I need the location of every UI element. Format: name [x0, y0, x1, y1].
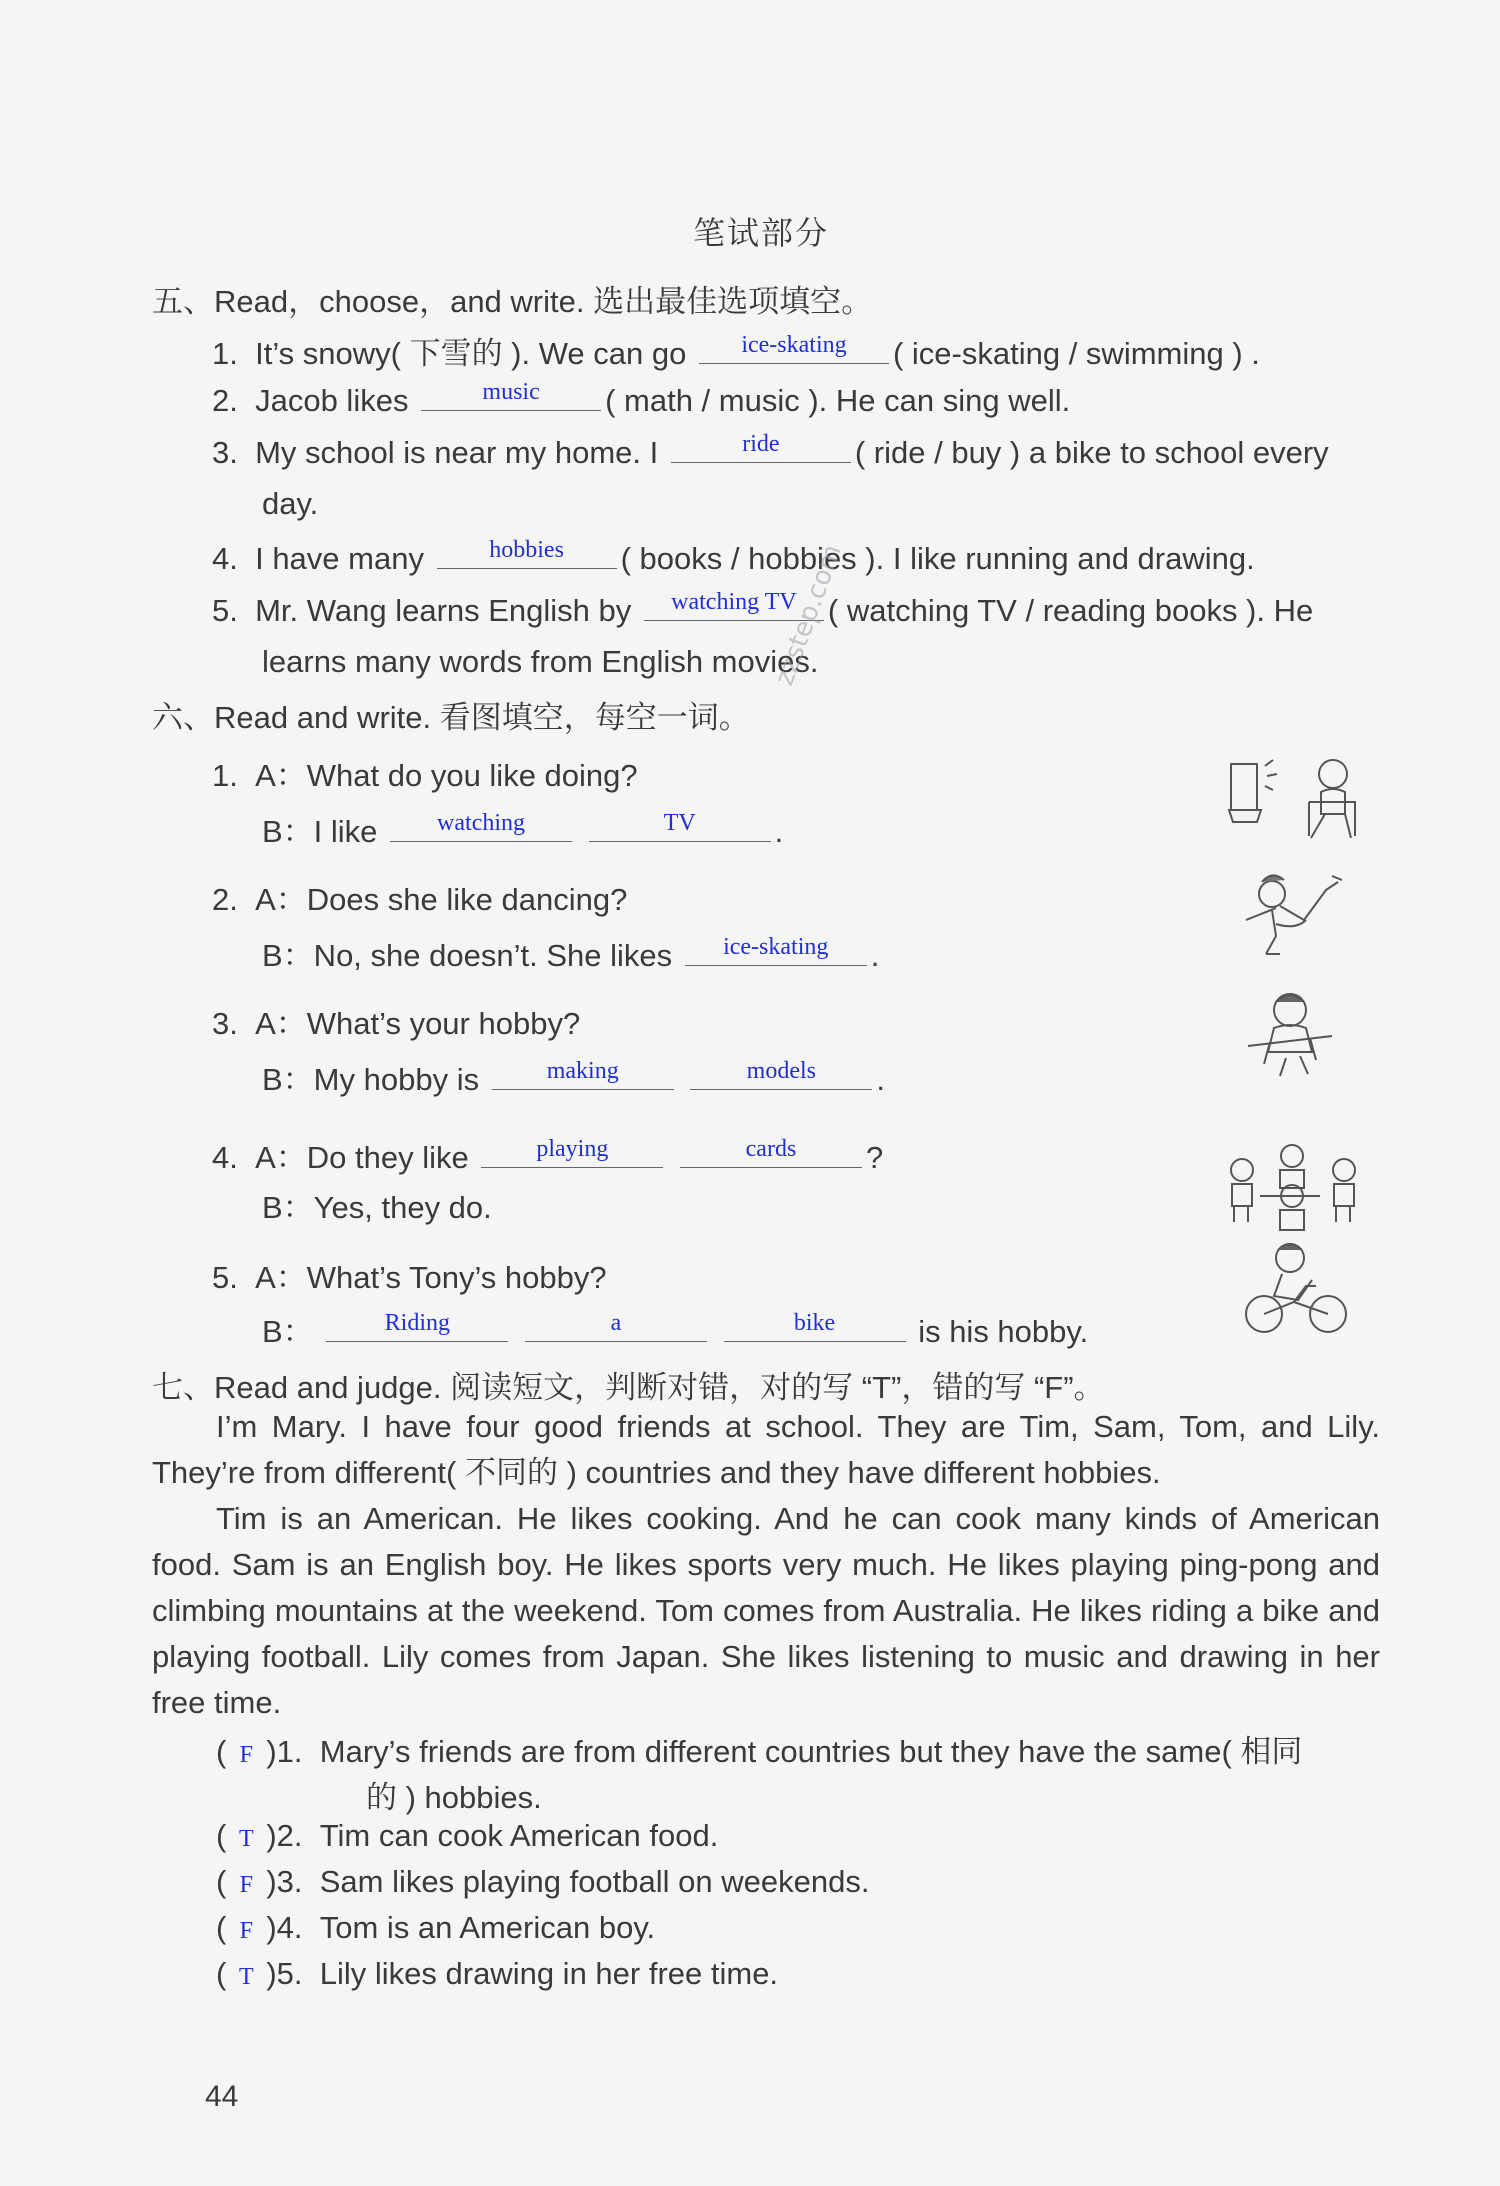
judge-item-1: ( F )1. Mary’s friends are from different countries but they have the same( 相同 [216, 1734, 1303, 1769]
answer-blank[interactable]: cards [680, 1137, 862, 1168]
answer-blank[interactable]: music [421, 380, 601, 411]
judge-item-5: ( T )5. Lily likes drawing in her free time. [216, 1956, 779, 1991]
s5-question-1: 1. It’s snowy( 下雪的 ). We can go ice-skating ( ice-skating / swimming ) . [212, 332, 1260, 371]
answer-blank[interactable]: making [492, 1059, 674, 1090]
section-7-heading: 七、Read and judge. 阅读短文，判断对错，对的写 “T”，错的写 “F”。 [152, 1370, 1105, 1405]
page-title: 笔试部分 [693, 214, 830, 252]
judge-item-1-cont: 的 ) hobbies. [366, 1780, 542, 1815]
judge-answer[interactable]: F [239, 1918, 253, 1944]
judge-answer[interactable]: F [239, 1742, 253, 1768]
answer-blank[interactable]: bike [724, 1311, 906, 1342]
judge-answer[interactable]: T [238, 1964, 254, 1990]
answer-blank[interactable]: models [690, 1059, 872, 1090]
section-6-heading: 六、Read and write. 看图填空，每空一词。 [152, 700, 750, 735]
judge-answer[interactable]: F [239, 1872, 253, 1898]
ice-skating-illustration [1232, 866, 1352, 964]
answer-blank[interactable]: watching TV [644, 590, 824, 621]
s6-q1-b: B：I like watching TV . [262, 810, 784, 849]
answer-blank[interactable]: ice-skating [685, 935, 867, 966]
answer-blank[interactable]: a [525, 1311, 707, 1342]
section-5-heading: 五、Read，choose，and write. 选出最佳选项填空。 [152, 284, 873, 319]
s5-question-5-cont: learns many words from English movies. [262, 644, 819, 679]
answer-blank[interactable]: ride [671, 432, 851, 463]
s6-q5-b: B： Riding a bike is his hobby. [262, 1310, 1089, 1349]
judge-item-2: ( T )2. Tim can cook American food. [216, 1818, 719, 1853]
judge-item-4: ( F )4. Tom is an American boy. [216, 1910, 656, 1945]
riding-bike-illustration [1240, 1238, 1355, 1338]
answer-blank[interactable]: watching [390, 811, 572, 842]
answer-blank[interactable]: Riding [326, 1311, 508, 1342]
s6-q3-b: B：My hobby is making models . [262, 1058, 885, 1097]
s5-question-2: 2. Jacob likes music ( math / music ). He can sing well. [212, 379, 1071, 418]
s6-q1-a: 1. A：What do you like doing? [212, 758, 638, 793]
page-number: 44 [205, 2080, 239, 2113]
s6-q4-b: B：Yes, they do. [262, 1190, 492, 1225]
answer-blank[interactable]: playing [481, 1137, 663, 1168]
s5-question-4: 4. I have many hobbies ( books / hobbies ). I like running and drawing. [212, 537, 1255, 576]
playing-cards-illustration [1220, 1140, 1370, 1240]
s6-q5-a: 5. A：What’s Tony’s hobby? [212, 1260, 607, 1295]
answer-blank[interactable]: ice-skating [699, 333, 889, 364]
answer-blank[interactable]: TV [589, 811, 771, 842]
s5-question-5: 5. Mr. Wang learns English by watching TV ( watching TV / reading books ). He [212, 589, 1314, 628]
judge-answer[interactable]: T [238, 1826, 254, 1852]
s6-q2-a: 2. A：Does she like dancing? [212, 882, 628, 917]
reading-paragraph-2: Tim is an American. He likes cooking. And he can cook many kinds of American food. Sam is an English boy. He likes sports very much. He likes playing ping-pong and climbing mountains at the weekend. Tom comes from Australia. He likes riding a bike and playing football. Lily comes from Japan. She likes listening to music and drawing in her free time. [152, 1501, 1380, 1720]
tv-watching-illustration [1225, 752, 1365, 842]
watermark: zzstep.com [769, 540, 848, 690]
s5-question-3-cont: day. [262, 486, 319, 521]
s6-q4-a: 4. A：Do they like playing cards ? [212, 1136, 884, 1175]
making-models-illustration [1240, 984, 1340, 1084]
s6-q2-b: B：No, she doesn’t. She likes ice-skating . [262, 934, 880, 973]
s5-question-3: 3. My school is near my home. I ride ( ride / buy ) a bike to school every [212, 431, 1329, 470]
reading-paragraph-1: I’m Mary. I have four good friends at school. They are Tim, Sam, Tom, and Lily. They’re from different( 不同的 ) countries and they have different hobbies. [152, 1409, 1380, 1490]
judge-item-3: ( F )3. Sam likes playing football on weekends. [216, 1864, 870, 1899]
s6-q3-a: 3. A：What’s your hobby? [212, 1006, 581, 1041]
answer-blank[interactable]: hobbies [437, 538, 617, 569]
